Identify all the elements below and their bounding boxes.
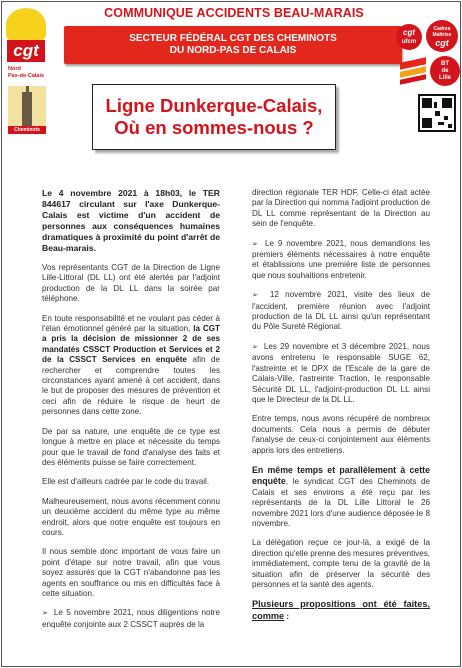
text-span: , le syndicat CGT des Cheminots de Calais et ses environs a été reçu par les représentants de la DL Lille Littoral le 26 novembre 2021 lors d'une audience déposée le 8 novembre. [252,477,430,528]
paragraph-mission [42,314,220,418]
region-label [8,66,48,80]
heading-colon: : [284,611,290,621]
text-span: afin de rechercher et comprendre toutes les circonstances ayant amené à cet accident, dans le but de proposer des mesures de prévention et ceci afin de réduire le risque de heurt de personnes dans cette zone. [42,355,220,417]
retraites-logo [400,58,426,84]
bt-lille-logo [430,56,460,86]
communique-title: COMMUNIQUE ACCIDENTS BEAU-MARAIS [104,6,364,20]
heading-text: Plusieurs propositions ont été faites, comme [252,599,430,621]
right-column [252,188,430,631]
text-span: En toute responsabilité et ne voulant pas céder à l'élan émotionnel généré par la situation, [42,313,220,334]
ufcm-cgt-text: cgt [403,28,415,37]
qr-code-icon[interactable] [418,94,456,132]
bold-span: En même temps et parallèlement à cette enquête [252,464,430,487]
cadres-maitrise-logo [426,20,458,52]
paragraph: direction régionale TER HDF. Celle-ci était actée par la Direction qui nomma l'adjoint production de DL LL comme représentant de la Direction au sein de l'enquête. [252,188,430,229]
page [1,1,461,667]
banner-line-1: SECTEUR FÉDÉRAL CGT DES CHEMINOTS [129,33,337,44]
bold-span: la CGT a pris la décision de missionner 2 de ses mandatés CSSCT Production et Services et 2 de la CSSCT Services en enquête [42,324,221,365]
cheminots-band: Cheminots [8,126,46,134]
paragraph: Malheureusement, nous avons récemment connu un deuxième accident du même type au même endroit, alors que notre enquête est toujours en cours. [42,496,220,537]
cadres-cgt-text: cgt [435,38,449,48]
article-title-line-1: Ligne Dunkerque-Calais, [105,95,323,116]
paragraph: Vos représentants CGT de la Direction de Ligne Lille-Littoral (DL LL) ont été alertés par l'adjoint production de la DL LL dans la soirée par téléphone. [42,263,220,304]
bullet-item: ➢ Le 9 novembre 2021, nous demandions les premiers éléments nécessaires à notre enquête et établissions une première liste de personnes que nous souhaitions entretenir. [252,239,430,282]
cgt-logo-text: cgt [7,40,45,62]
secteur-banner [64,26,402,64]
belfry-image [8,86,46,134]
region-text: Nord Pas-de-Calais [8,66,45,79]
paragraph: Entre temps, nous avons récupéré de nombreux documents. Cela nous a permis de débuter l'analyse de ceux-ci conjointement aux éléments appris lors des entretiens. [252,414,430,455]
paragraph: Il nous semble donc important de vous faire un point d'étape sur notre travail, afin que vous soyez assurés que la CGT n'abandonne pas les agents en souffrance ou mis en difficultés face à cette situation. [42,547,220,598]
cadres-text: Cadres Maîtrise [432,26,452,38]
left-column [42,188,220,639]
bullet-item: ➢ 12 novembre 2021, visite des lieux de l'accident, première réunion avec l'adjoint production de la DL LL ainsi qu'un représentant du Pôle Sureté Régional. [252,290,430,333]
paragraph: La délégation reçue ce jour-là, a exigé de la direction qu'elle prenne des mesures préventives, immédiatement, compte tenu de la gravité de la situation afin de préserver la sécurité des personnes et la santé des agents. [252,538,430,589]
paragraph: De par sa nature, une enquête de ce type est longue à mettre en place et nécessite du temps pour que le travail de fond d'analyse des faits et des éléments puisse se faire correctement. [42,426,220,467]
belfry-tower [22,92,32,130]
propositions-heading [252,599,430,622]
bt-lille-text: BT de Lille [438,61,451,81]
cgt-nord-logo [6,8,46,136]
article-title-box [92,84,336,150]
banner-line-2: DU NORD-PAS DE CALAIS [169,45,297,56]
ufcm-logo [396,24,422,50]
intro-paragraph: Le 4 novembre 2021 à 18h03, le TER 844617 circulant sur l'axe Dunkerque-Calais est victime d'un accident de personnes aux conséquences humaines dramatiques à proximité du point d'arrêt de Beau-marais. [42,188,220,253]
paragraph-parallel [252,465,430,529]
paragraph: Elle est d'ailleurs cadrée par le code du travail. [42,477,210,487]
sun-shape [6,8,46,42]
article-title-line-2: Où en sommes-nous ? [114,117,314,138]
bullet-item: ➢ Les 29 novembre et 3 décembre 2021, nous avons entretenu le responsable SUGE 62, l'astreinte et le DPX de l'Escale de la gare de Calais-Ville, l'astreinte Traction, le responsable Sécurité DL LL, l'adjoint-production DL LL ainsi que le Directeur de la DL LL. [252,342,430,405]
ufcm-text: ufcm [401,39,417,45]
bullet-item: ➢ Le 5 novembre 2021, nous diligentions notre enquête conjointe aux 2 CSSCT auprès de la [42,608,220,630]
